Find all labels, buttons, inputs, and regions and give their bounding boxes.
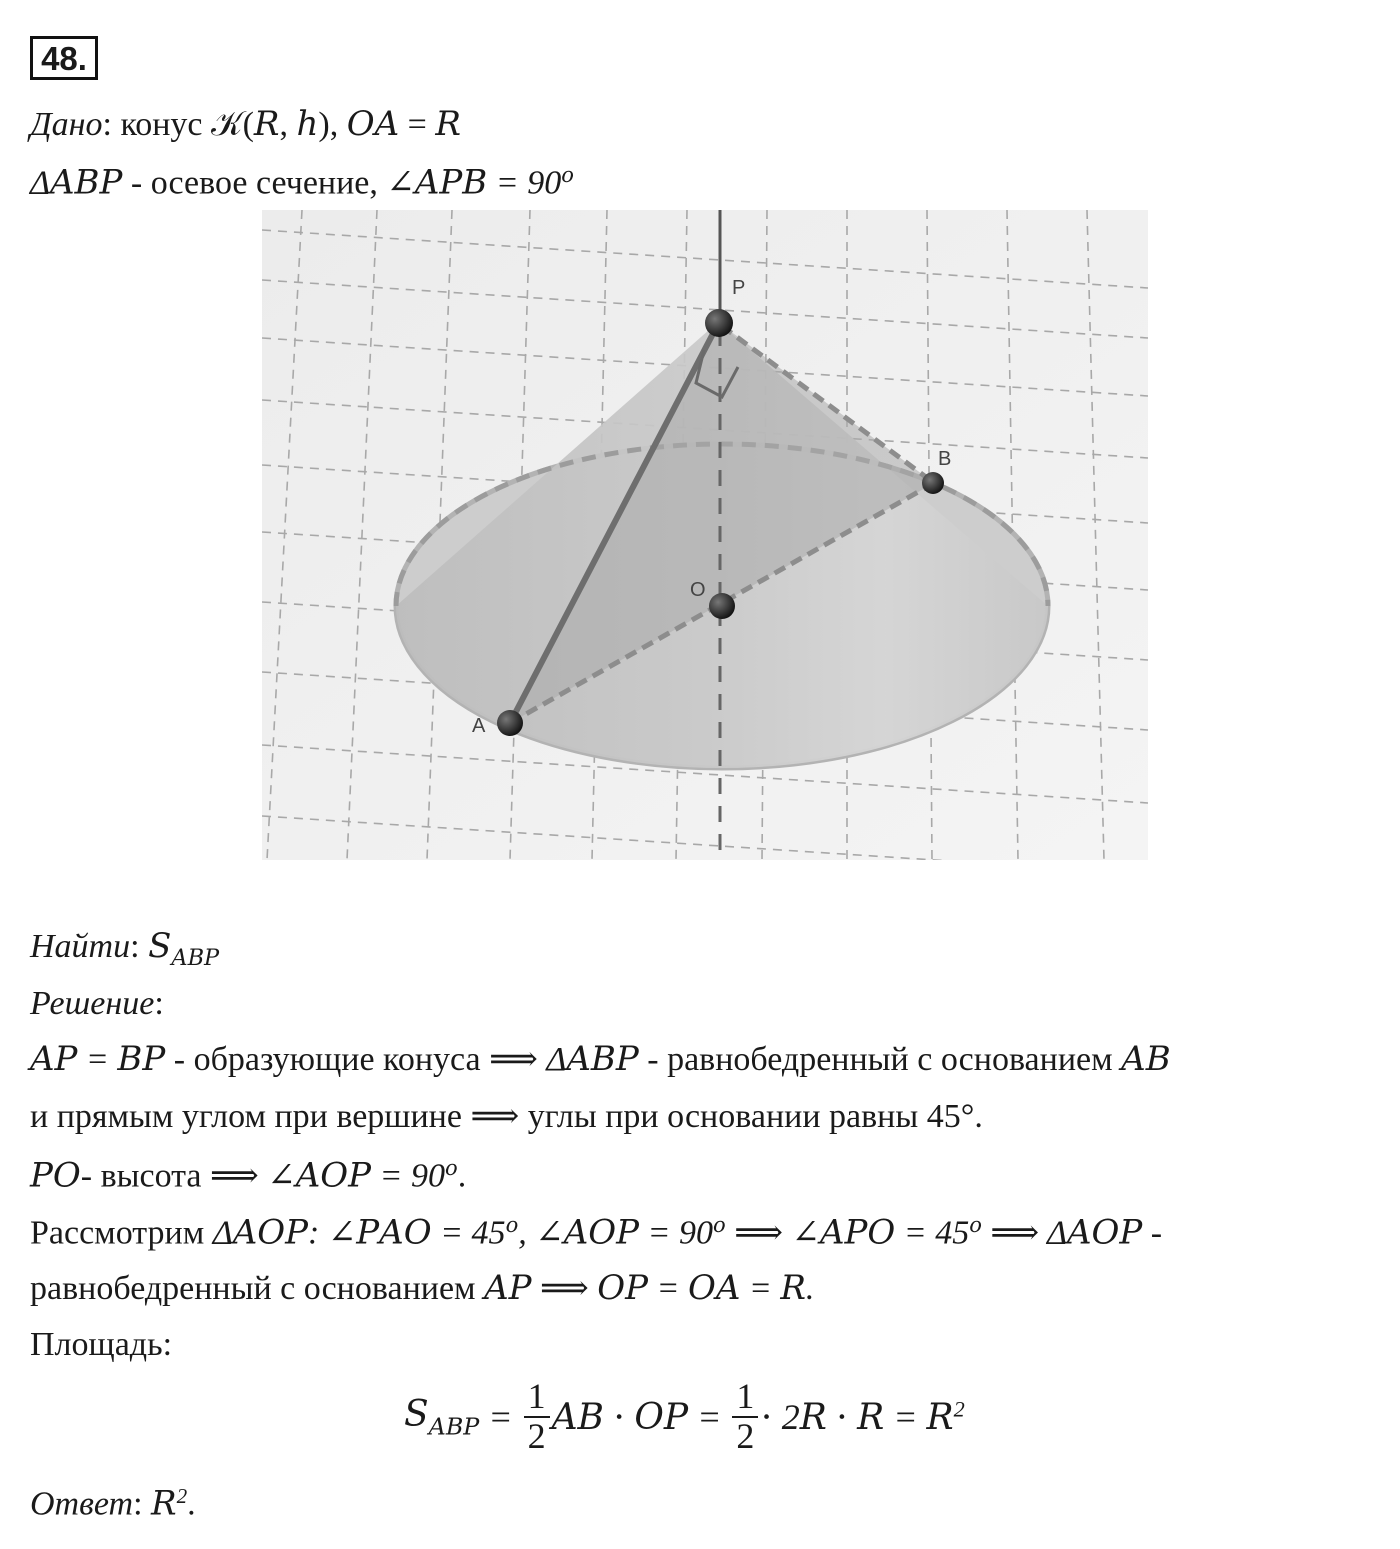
angle-apb: ∠𝐴𝑃𝐵 = 90 [386,164,562,202]
find-line [30,930,219,969]
deg-4c: 𝑜 [969,1213,982,1237]
fraction-half-1: $\frac{1}{2}$ [524,1378,550,1456]
answer-end: . [187,1485,196,1523]
deg-4a: 𝑜 [505,1213,519,1237]
angle-aop: ∠𝐴𝑂𝑃 = 90 [267,1157,445,1195]
problem-number: 48. [30,36,98,80]
formula-eq: = [479,1396,522,1437]
height-text: - высота ⟹ [80,1157,268,1195]
area-formula [404,1378,965,1456]
formula-s: 𝑆$_{𝐴𝐵𝑃}$ [404,1393,480,1440]
aop-90: , ∠𝐴𝑂𝑃 = 90 [518,1214,714,1252]
area-label: Площадь: [30,1326,173,1363]
ap-eq-bp: 𝐴𝑃 = 𝐵𝑃 [30,1041,166,1078]
generatrix-text: - образующие конуса ⟹ [165,1041,547,1078]
deg-3: 𝑜 [444,1156,458,1180]
answer-sep: : [133,1485,152,1523]
fraction-half-2: $\frac{1}{2}$ [732,1378,758,1456]
dash-4: - [1142,1214,1163,1252]
solution-sep: : [154,985,164,1022]
solution-label: Решение [30,985,155,1022]
find-label: Найти [30,928,131,965]
aop-pao: Δ𝐴𝑂𝑃: ∠𝑃𝐴𝑂 = 45 [212,1214,506,1252]
solution-label-line [30,987,164,1021]
triangle-abp-2: Δ𝐴𝐵𝑃 [546,1041,639,1078]
label-p: P [732,277,746,299]
solution-line-6 [30,1328,172,1362]
triangle-aop: ⟹ Δ𝐴𝑂𝑃 [981,1214,1143,1252]
isosceles-text-2: равнобедренный с основанием [30,1270,485,1307]
solution-line-2 [30,1100,983,1134]
answer-label: Ответ [30,1485,134,1523]
answer-line [30,1486,196,1522]
solution-line-1 [30,1043,1171,1077]
period-3: . [457,1157,467,1195]
degree-mark: 𝑜 [561,163,574,187]
label-o: O [690,579,706,601]
given-label: Дано [30,106,103,143]
find-s: 𝑆 [148,928,172,965]
solution-line-4 [30,1215,1162,1251]
find-sep: : [130,928,149,965]
isosceles-text: - равнобедренный с основанием [638,1041,1122,1078]
find-sub: 𝐴𝐵𝑃 [171,944,220,970]
point-o [709,593,735,619]
point-p [705,309,733,337]
base-ab: 𝐴𝐵 [1121,1041,1171,1078]
op-eq-oa: 𝐴𝑃 ⟹ 𝑂𝑃 = 𝑂𝐴 = 𝑅. [484,1270,815,1307]
formula-end: ⋅ 2𝑅 ⋅ 𝑅 = 𝑅$^2$ [760,1396,965,1437]
apo-45: ⟹ ∠𝐴𝑃𝑂 = 45 [725,1214,970,1252]
axial-section-text: - осевое сечение, [122,164,387,202]
answer-value: 𝑅 [151,1485,177,1523]
given-cone: : конус 𝒦(𝑅, ℎ), 𝑂𝐴 = 𝑅 [102,106,461,143]
given-line-1 [30,108,461,142]
label-b: B [938,448,952,470]
point-a [497,710,523,736]
answer-sup: 2 [176,1484,188,1508]
cone-figure [262,210,1148,860]
label-a: A [472,715,486,737]
deg-4b: 𝑜 [713,1213,726,1237]
point-b [922,472,944,494]
solution-line-5 [30,1272,814,1306]
po: 𝑃𝑂 [30,1157,81,1195]
consider-text: Рассмотрим [30,1214,213,1252]
right-angle-text: и прямым углом при вершине ⟹ углы при основании равны 45°. [30,1098,983,1135]
solution-line-3 [30,1158,466,1194]
triangle-abp: Δ𝐴𝐵𝑃 [30,164,123,202]
formula-mid: 𝐴𝐵 ⋅ 𝑂𝑃 = [551,1396,731,1437]
given-line-2 [30,165,574,201]
